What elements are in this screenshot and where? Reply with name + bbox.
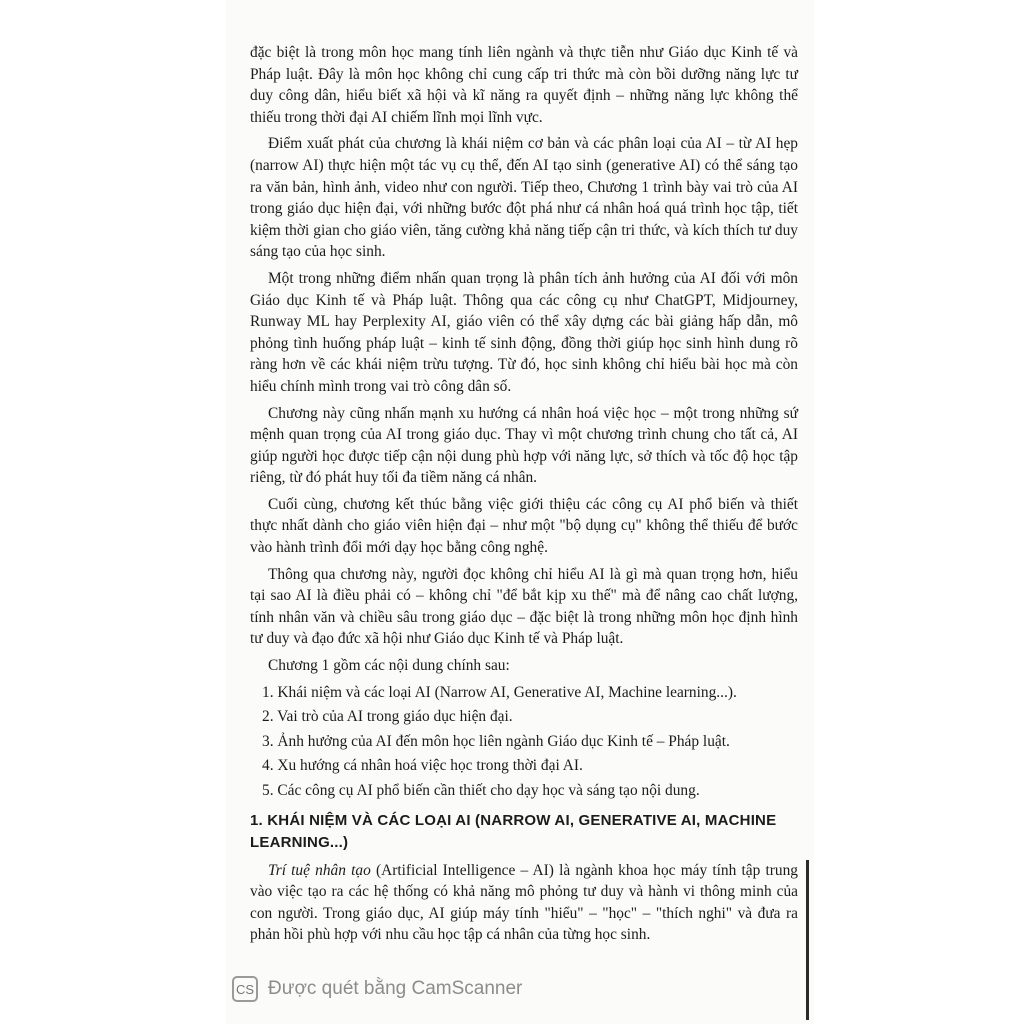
page-edge: [806, 860, 809, 1020]
page-text: [250, 42, 798, 951]
list-item: 2. Vai trò của AI trong giáo dục hiện đại.: [262, 708, 513, 726]
list-item: 4. Xu hướng cá nhân hoá việc học trong thời đại AI.: [262, 757, 583, 775]
list-item: 1. Khái niệm và các loại AI (Narrow AI, Generative AI, Machine learning...).: [262, 683, 737, 701]
list-item: 5. Các công cụ AI phổ biến cần thiết cho dạy học và sáng tạo nội dung.: [262, 782, 700, 799]
section-heading: 1. KHÁI NIỆM VÀ CÁC LOẠI AI (NARROW AI, GENERATIVE AI, MACHINE LEARNING...): [250, 811, 777, 851]
paragraph-intro-continued: đặc biệt là trong môn học mang tính liên ngành và thực tiễn như Giáo dục Kinh tế và Pháp luật. Đây là môn học không chỉ cung cấp tri thức mà còn bồi dưỡng năng lực tư duy công dân, hiểu biết xã hội và kĩ năng ra quyết định – những năng lực không thể thiếu trong thời đại AI chiếm lĩnh mọi lĩnh vực.: [250, 44, 798, 126]
contents-list: [250, 682, 798, 802]
scanner-watermark: [232, 972, 522, 1006]
paragraph-starting-point: Điểm xuất phát của chương là khái niệm cơ bản và các phân loại của AI – từ AI hẹp (narrow AI) thực hiện một tác vụ cụ thể, đến AI tạo sinh (generative AI) có thể sáng tạo ra văn bản, hình ảnh, video như con người. Tiếp theo, Chương 1 trình bày vai trò của AI trong giáo dục hiện đại, với những bước đột phá như cá nhân hoá quá trình học tập, tiết kiệm thời gian cho giáo viên, tăng cường khả năng tiếp cận tri thức, và kích thích tư duy sáng tạo của học sinh.: [250, 135, 798, 261]
paragraph-summary: Thông qua chương này, người đọc không chỉ hiểu AI là gì mà quan trọng hơn, hiểu tại sao AI là điều phải có – không chỉ "để bắt kịp xu thế" mà để nâng cao chất lượng, tính nhân văn và chiều sâu trong giáo dục – đặc biệt là trong những môn học định hình tư duy và đạo đức xã hội như Giáo dục Kinh tế và Pháp luật.: [250, 565, 798, 648]
paragraph-definition: [250, 860, 798, 946]
paragraph-personalization: Chương này cũng nhấn mạnh xu hướng cá nhân hoá việc học – một trong những sứ mệnh quan trọng của AI trong giáo dục. Thay vì một chương trình chung cho tất cả, AI giúp người học được tiếp cận nội dung phù hợp với năng lực, sở thích và tốc độ học tập riêng, từ đó phát huy tối đa tiềm năng cá nhân.: [250, 404, 798, 487]
camscanner-logo-icon: CS: [232, 976, 258, 1002]
paragraph-contents-intro: Chương 1 gồm các nội dung chính sau:: [268, 657, 510, 675]
definition-text: (Artificial Intelligence – AI) là ngành khoa học máy tính tập trung vào việc tạo ra các hệ thống có khả năng mô phỏng tư duy và hành vi thông minh của con người. Trong giáo dục, AI giúp máy tính "hiểu" – "học" – "thích nghi" và đưa ra phản hồi phù hợp với nhu cầu học tập cá nhân của từng học sinh.: [250, 861, 798, 944]
definition-term: Trí tuệ nhân tạo: [268, 861, 371, 879]
list-item: 3. Ảnh hưởng của AI đến môn học liên ngành Giáo dục Kinh tế – Pháp luật.: [262, 732, 730, 750]
scanner-watermark-text: Được quét bằng CamScanner: [268, 978, 523, 999]
paragraph-conclusion: Cuối cùng, chương kết thúc bằng việc giới thiệu các công cụ AI phổ biến và thiết thực nhất dành cho giáo viên hiện đại – như một "bộ dụng cụ" không thể thiếu để bước vào hành trình đổi mới dạy học bằng công nghệ.: [250, 495, 798, 557]
paragraph-key-highlight: Một trong những điểm nhấn quan trọng là phân tích ảnh hưởng của AI đối với môn Giáo dục Kinh tế và Pháp luật. Thông qua các công cụ như ChatGPT, Midjourney, Runway ML hay Perplexity AI, giáo viên có thể xây dựng các bài giảng hấp dẫn, mô phỏng tình huống pháp luật – kinh tế sinh động, đồng thời giúp học sinh hình dung rõ ràng hơn về các khái niệm trừu tượng. Từ đó, học sinh không chỉ hiểu bài học mà còn hiểu chính mình trong vai trò công dân số.: [250, 269, 798, 395]
